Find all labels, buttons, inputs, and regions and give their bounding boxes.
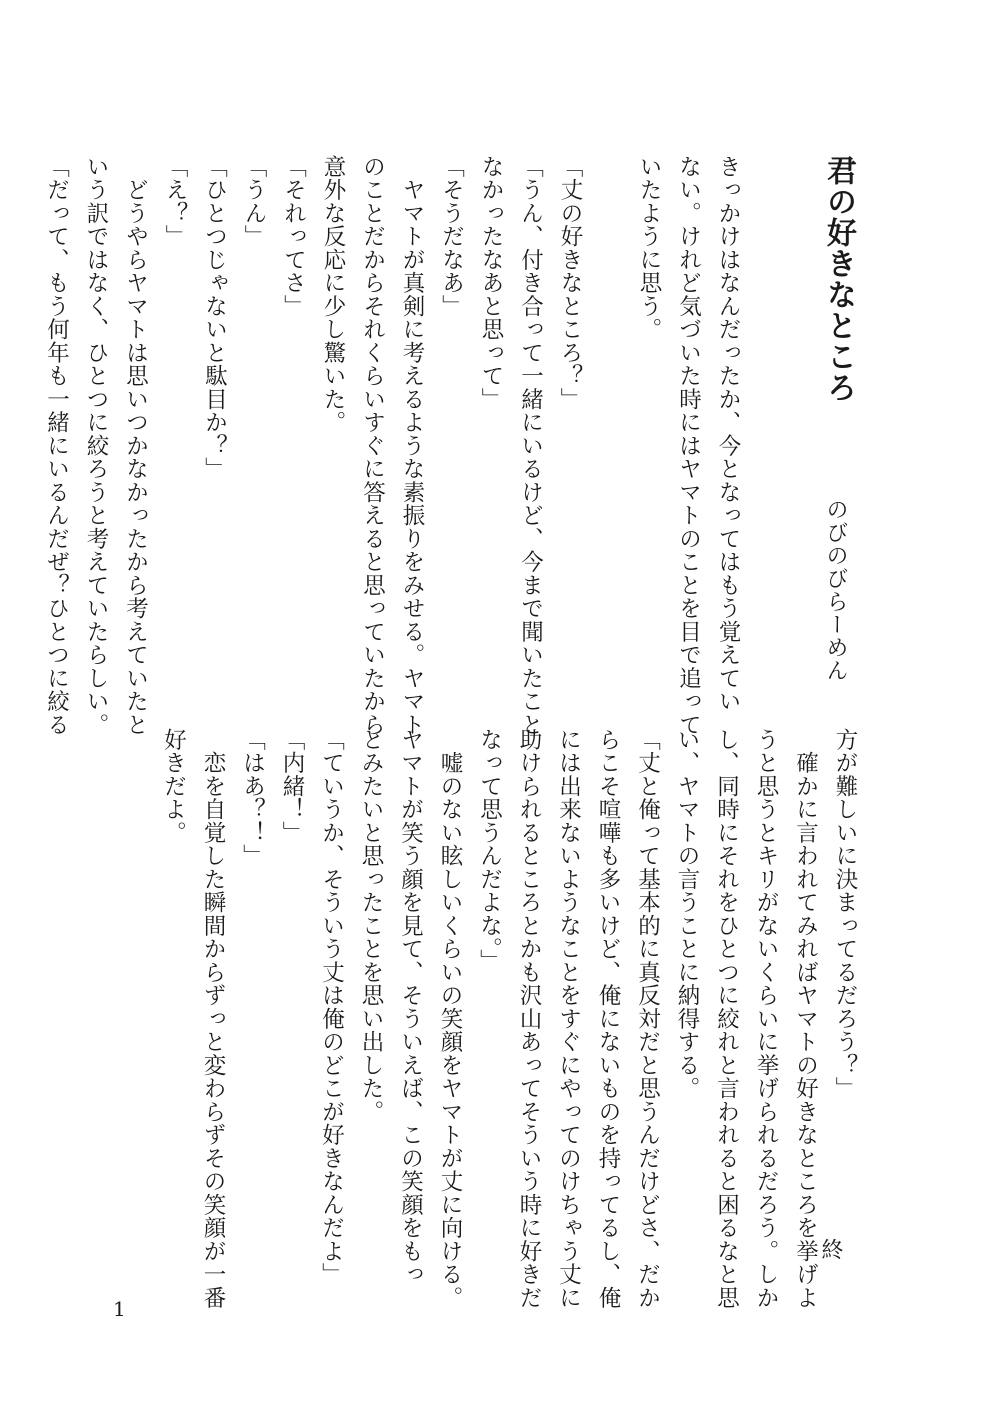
story-text-upper-block: きっかけはなんだったか、今となってはもう覚えてい ない。けれど気づいた時にはヤマトのことを目で追って いたように思う。 「丈の好きなところ？」 「うん、付き合って一緒にいるけど、今まで聞いたこと なかったなあと思って」 「そうだなあ」 ヤマトが真剣に考えるような素振りをみせる。ヤマト のことだからそれくらいすぐに答えると思っていたから 意外な反応に少し驚いた。 「それってさ」 「うん」 「ひとつじゃないと駄目か？」 「え？」 どうやらヤマトは思いつかなかったから考えていたと いう訳ではなく、ひとつに絞ろうと考えていたらしい。 「だって、もう何年も一緒にいるんだぜ？ひとつに絞る — [43, 155, 741, 737]
page-number: 1 — [113, 1297, 126, 1321]
end-mark: 終 — [818, 1238, 843, 1260]
story-title: 君の好きなところ — [821, 155, 856, 403]
author-name: のびのびらーめん — [823, 498, 848, 682]
story-text-lower-block: 方が難しいに決まってるだろう？」 確かに言われてみればヤマトの好きなところを挙げよ うと思うとキリがないくらいに挙げられるだろう。しか し、同時にそれをひとつに絞れと言われると困るなと思 い、ヤマトの言うことに納得する。 「丈と俺って基本的に真反対だと思うんだけどさ、だか らこそ喧嘩も多いけど、俺にないものを持ってるし、俺 には出来ないようなことをすぐにやってのけちゃう丈に 助けられるところとかも沢山あってそういう時に好きだ なって思うんだよな。」 嘘のない眩しいくらいの笑顔をヤマトが丈に向ける。 ヤマトが笑う顔を見て、そういえば、この笑顔をもっ とみたいと思ったことを思い出した。 「ていうか、そういう丈は俺のどこが好きなんだよ」 「内緒！」 「はあ？！」 恋を自覚した瞬間からずっと変わらずその笑顔が一番 好きだよ。 — [160, 728, 858, 1310]
